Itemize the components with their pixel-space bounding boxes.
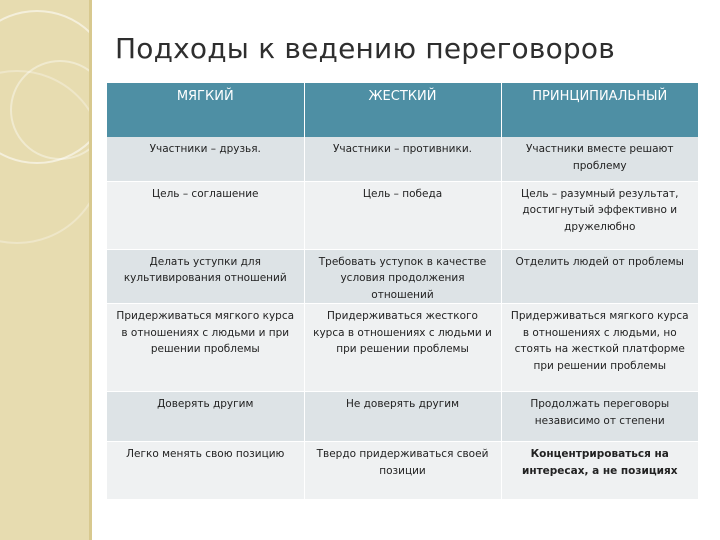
- table-cell: Требовать уступок в качестве условия продолжения отношений: [304, 249, 501, 304]
- table-cell: Цель – разумный результат, достигнутый эффективно и дружелюбно: [501, 181, 698, 249]
- table-row: [107, 392, 698, 442]
- table-cell: Делать уступки для культивирования отношений: [107, 249, 304, 304]
- table-row: [107, 442, 698, 500]
- decorative-sidebar: [0, 0, 92, 540]
- table-cell: Придерживаться мягкого курса в отношениях с людьми, но стоять на жесткой платформе при решении проблемы: [501, 304, 698, 392]
- table-cell: Придерживаться жесткого курса в отношениях с людьми и при решении проблемы: [304, 304, 501, 392]
- table-cell: Отделить людей от проблемы: [501, 249, 698, 304]
- table-cell: Цель – победа: [304, 181, 501, 249]
- table-cell: Участники – противники.: [304, 137, 501, 181]
- table-cell: Легко менять свою позицию: [107, 442, 304, 500]
- table-cell: Доверять другим: [107, 392, 304, 442]
- table-row: [107, 137, 698, 181]
- header-hard: ЖЕСТКИЙ: [304, 83, 501, 137]
- table-cell: Участники вместе решают проблему: [501, 137, 698, 181]
- decorative-ring: [0, 70, 92, 244]
- table-row: [107, 304, 698, 392]
- table-cell: Придерживаться мягкого курса в отношениях с людьми и при решении проблемы: [107, 304, 304, 392]
- table-row: [107, 181, 698, 249]
- approaches-table: [107, 83, 698, 500]
- table-row: [107, 249, 698, 304]
- sidebar-edge: [89, 0, 92, 540]
- table-cell: Участники – друзья.: [107, 137, 304, 181]
- table-cell: Не доверять другим: [304, 392, 501, 442]
- table-cell: Цель – соглашение: [107, 181, 304, 249]
- table-cell: Концентрироваться на интересах, а не позициях: [501, 442, 698, 500]
- header-principled: ПРИНЦИПИАЛЬНЫЙ: [501, 83, 698, 137]
- slide-title: Подходы к ведению переговоров: [115, 32, 615, 65]
- header-soft: МЯГКИЙ: [107, 83, 304, 137]
- table-cell: Продолжать переговоры независимо от степени: [501, 392, 698, 442]
- table-header-row: [107, 83, 698, 137]
- table-cell: Твердо придерживаться своей позиции: [304, 442, 501, 500]
